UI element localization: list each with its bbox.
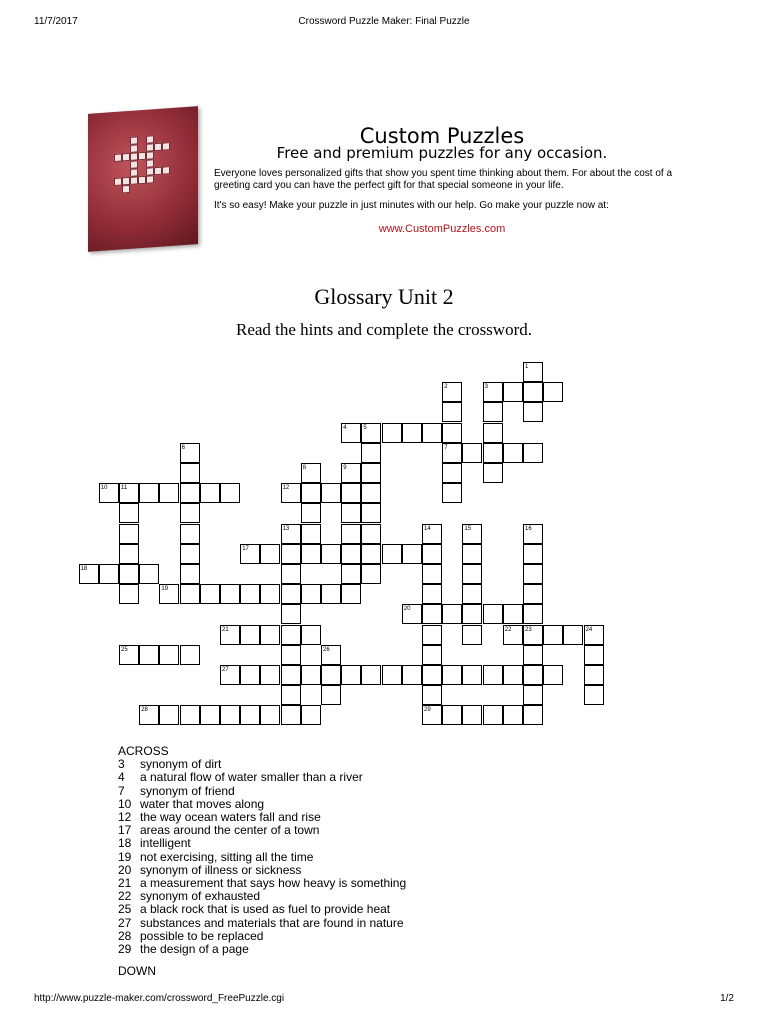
grid-cell[interactable]	[321, 544, 341, 564]
clue-text: intelligent	[140, 836, 191, 851]
grid-cell[interactable]	[563, 625, 583, 645]
grid-cell[interactable]	[361, 544, 381, 564]
grid-cell[interactable]	[139, 564, 159, 584]
clue-number: 18	[80, 566, 88, 572]
grid-cell[interactable]	[180, 524, 200, 544]
grid-cell[interactable]	[422, 685, 442, 705]
clue-number: 5	[363, 424, 367, 431]
grid-cell[interactable]	[462, 604, 482, 624]
grid-cell[interactable]	[402, 665, 422, 685]
clue-number: 13	[282, 525, 290, 532]
grid-cell[interactable]	[180, 705, 200, 725]
clue-number: 20	[118, 862, 132, 877]
grid-cell[interactable]	[483, 463, 503, 483]
grid-cell[interactable]	[281, 564, 301, 584]
grid-cell[interactable]	[382, 665, 402, 685]
grid-cell[interactable]	[382, 423, 402, 443]
clue-number: 20	[403, 606, 411, 613]
grid-cell[interactable]	[119, 524, 139, 544]
clue-number: 7	[118, 783, 125, 798]
clue-number: 26	[323, 646, 330, 653]
grid-cell[interactable]	[483, 604, 503, 624]
grid-cell[interactable]	[260, 705, 280, 725]
clue-number: 27	[118, 915, 132, 930]
grid-cell[interactable]	[180, 584, 200, 604]
clue-number: 1	[525, 364, 529, 370]
clue-number: 16	[525, 525, 532, 532]
grid-cell[interactable]	[139, 483, 159, 503]
grid-cell[interactable]	[523, 645, 543, 665]
grid-cell[interactable]	[483, 402, 503, 422]
clue-number: 15	[464, 525, 472, 532]
clue-text: not exercising, sitting all the time	[140, 849, 314, 864]
clue-number: 12	[282, 485, 290, 492]
clue-number: 28	[118, 928, 132, 943]
print-page-number: 1/2	[720, 993, 734, 1004]
grid-cell[interactable]	[301, 483, 321, 503]
grid-cell[interactable]	[159, 705, 179, 725]
clue-text: the design of a page	[140, 942, 249, 957]
grid-cell[interactable]	[361, 443, 381, 463]
grid-cell[interactable]	[301, 584, 321, 604]
grid-cell[interactable]	[200, 705, 220, 725]
grid-cell[interactable]	[281, 705, 301, 725]
grid-cell[interactable]	[503, 705, 523, 725]
grid-cell[interactable]	[301, 544, 321, 564]
clue-number: 4	[343, 424, 347, 431]
grid-cell[interactable]	[402, 544, 422, 564]
grid-cell[interactable]	[341, 524, 361, 544]
clue-number: 3	[118, 757, 125, 772]
grid-cell[interactable]	[341, 483, 361, 503]
grid-cell[interactable]	[341, 665, 361, 685]
banner-link[interactable]: www.CustomPuzzles.com	[378, 223, 506, 235]
grid-cell[interactable]	[523, 564, 543, 584]
grid-cell[interactable]	[361, 483, 381, 503]
grid-cell[interactable]	[180, 564, 200, 584]
grid-cell[interactable]	[483, 423, 503, 443]
grid-cell[interactable]	[462, 544, 482, 564]
grid-cell[interactable]	[483, 665, 503, 685]
grid-cell[interactable]	[523, 443, 543, 463]
clue-number: 29	[118, 942, 132, 957]
grid-cell[interactable]	[543, 382, 563, 402]
grid-cell[interactable]	[523, 685, 543, 705]
grid-cell[interactable]	[321, 483, 341, 503]
grid-cell[interactable]	[442, 463, 462, 483]
clue-number: 21	[222, 626, 229, 633]
grid-cell[interactable]	[422, 423, 442, 443]
clue-number: 25	[118, 902, 132, 917]
grid-cell[interactable]	[281, 645, 301, 665]
clue-text: substances and materials that are found in nature	[140, 915, 404, 930]
grid-cell[interactable]	[260, 544, 280, 564]
grid-cell[interactable]	[220, 483, 240, 503]
grid-cell[interactable]	[220, 584, 240, 604]
grid-cell[interactable]	[321, 584, 341, 604]
across-clues	[118, 758, 406, 956]
grid-cell[interactable]	[402, 423, 422, 443]
grid-cell[interactable]	[200, 483, 220, 503]
grid-cell[interactable]	[442, 483, 462, 503]
grid-cell[interactable]	[281, 625, 301, 645]
grid-cell[interactable]	[361, 503, 381, 523]
grid-cell[interactable]	[462, 705, 482, 725]
banner-title: Custom Puzzles	[359, 124, 525, 148]
down-heading: DOWN	[118, 964, 156, 979]
grid-cell[interactable]	[281, 685, 301, 705]
grid-cell[interactable]	[422, 564, 442, 584]
grid-cell[interactable]	[301, 665, 321, 685]
clue-text: a natural flow of water smaller than a river	[140, 770, 363, 785]
grid-cell[interactable]	[301, 705, 321, 725]
grid-cell[interactable]	[159, 483, 179, 503]
grid-cell[interactable]	[341, 544, 361, 564]
banner-call-to-action: It's so easy! Make your puzzle in just minutes with our help. Go make your puzzle now at:	[214, 200, 609, 211]
clue-text: synonym of dirt	[140, 757, 222, 772]
clue-number: 10	[100, 485, 108, 492]
grid-cell[interactable]	[240, 625, 260, 645]
clue-number: 2	[444, 384, 448, 391]
grid-cell[interactable]	[442, 402, 462, 422]
grid-cell[interactable]	[361, 524, 381, 544]
grid-cell[interactable]	[180, 645, 200, 665]
clue-number: 12	[118, 810, 132, 825]
clue-number: 18	[118, 836, 132, 851]
clue-text: synonym of illness or sickness	[140, 862, 302, 877]
clue-list	[118, 745, 406, 978]
clue-text: a measurement that says how heavy is something	[140, 876, 407, 891]
clue-number: 6	[181, 444, 185, 451]
grid-cell[interactable]	[361, 463, 381, 483]
grid-cell[interactable]	[483, 443, 503, 463]
print-date: 11/7/2017	[34, 16, 78, 27]
grid-cell[interactable]	[361, 564, 381, 584]
clue-number: 29	[424, 707, 431, 714]
grid-cell[interactable]	[523, 402, 543, 422]
grid-cell[interactable]	[260, 584, 280, 604]
across-heading: ACROSS	[118, 744, 169, 758]
grid-cell[interactable]	[139, 645, 159, 665]
print-url: http://www.puzzle-maker.com/crossword_FreePuzzle.cgi	[34, 993, 285, 1004]
grid-cell[interactable]	[442, 665, 462, 685]
grid-cell[interactable]	[422, 625, 442, 645]
grid-cell[interactable]	[180, 544, 200, 564]
clue-number: 17	[242, 545, 249, 552]
grid-cell[interactable]	[462, 625, 482, 645]
grid-cell[interactable]	[543, 665, 563, 685]
grid-cell[interactable]	[422, 645, 442, 665]
banner-subtitle: Free and premium puzzles for any occasion.	[276, 144, 608, 162]
clue-number: 17	[118, 823, 132, 838]
grid-cell[interactable]	[240, 665, 260, 685]
grid-cell[interactable]	[523, 604, 543, 624]
grid-cell[interactable]	[503, 443, 523, 463]
grid-cell[interactable]	[200, 584, 220, 604]
grid-cell[interactable]	[584, 685, 604, 705]
clue-text: synonym of exhausted	[140, 889, 261, 904]
grid-cell[interactable]	[220, 705, 240, 725]
grid-cell[interactable]	[260, 625, 280, 645]
grid-cell[interactable]	[281, 584, 301, 604]
grid-cell[interactable]	[260, 665, 280, 685]
grid-cell[interactable]	[341, 584, 361, 604]
clue-number: 4	[118, 770, 125, 785]
grid-cell[interactable]	[240, 705, 260, 725]
grid-cell[interactable]	[119, 503, 139, 523]
grid-cell[interactable]	[503, 665, 523, 685]
grid-cell[interactable]	[301, 503, 321, 523]
print-page-title: Crossword Puzzle Maker: Final Puzzle	[298, 16, 470, 27]
puzzle-instructions: Read the hints and complete the crossword.	[235, 320, 532, 339]
grid-cell[interactable]	[584, 645, 604, 665]
grid-cell[interactable]	[422, 584, 442, 604]
grid-cell[interactable]	[240, 584, 260, 604]
grid-cell[interactable]	[119, 584, 139, 604]
clue-number: 25	[121, 646, 128, 653]
grid-cell[interactable]	[442, 604, 462, 624]
grid-cell[interactable]	[483, 705, 503, 725]
grid-cell[interactable]	[462, 584, 482, 604]
grid-cell[interactable]	[523, 665, 543, 685]
clue-number: 10	[118, 796, 132, 811]
banner-description: Everyone loves personalized gifts that show you spent time thinking about them. For about the cost of a greeting card you can have the perfect gift for that special someone in your life.	[214, 168, 673, 191]
grid-cell[interactable]	[301, 524, 321, 544]
grid-cell[interactable]	[180, 463, 200, 483]
grid-cell[interactable]	[301, 625, 321, 645]
grid-cell[interactable]	[422, 665, 442, 685]
grid-cell[interactable]	[422, 604, 442, 624]
clue-number: 19	[118, 849, 132, 864]
grid-cell[interactable]	[523, 382, 543, 402]
grid-cell[interactable]	[503, 604, 523, 624]
across-clue	[118, 943, 406, 956]
grid-cell[interactable]	[422, 544, 442, 564]
grid-cell[interactable]	[523, 705, 543, 725]
clue-number: 24	[585, 626, 593, 633]
clue-number: 21	[118, 876, 132, 891]
clue-number: 28	[141, 707, 148, 714]
clue-number: 23	[525, 626, 532, 633]
grid-cell[interactable]	[341, 564, 361, 584]
clue-number: 3	[484, 384, 488, 391]
grid-cell[interactable]	[321, 685, 341, 705]
clue-number: 19	[161, 586, 169, 593]
clue-number: 27	[222, 667, 229, 673]
grid-cell[interactable]	[382, 544, 402, 564]
clue-number: 9	[343, 465, 347, 471]
grid-cell[interactable]	[119, 544, 139, 564]
grid-cell[interactable]	[119, 564, 139, 584]
grid-cell[interactable]	[462, 564, 482, 584]
clue-text: water that moves along	[140, 796, 265, 811]
grid-cell[interactable]	[361, 665, 381, 685]
grid-cell[interactable]	[99, 564, 119, 584]
grid-cell[interactable]	[442, 705, 462, 725]
puzzle-title: Glossary Unit 2	[314, 284, 454, 309]
clue-number: 14	[424, 525, 431, 532]
clue-number: 8	[302, 465, 307, 471]
clue-text: areas around the center of a town	[140, 823, 320, 838]
grid-cell[interactable]	[281, 604, 301, 624]
grid-cell[interactable]	[462, 665, 482, 685]
grid-cell[interactable]	[523, 584, 543, 604]
grid-cell[interactable]	[503, 382, 523, 402]
clue-number: 7	[444, 444, 448, 451]
grid-cell[interactable]	[321, 665, 341, 685]
clue-text: the way ocean waters fall and rise	[140, 810, 321, 825]
grid-cell[interactable]	[341, 503, 361, 523]
grid-cell[interactable]	[523, 544, 543, 564]
grid-cell[interactable]	[442, 423, 462, 443]
clue-text: possible to be replaced	[140, 928, 264, 943]
clue-text: synonym of friend	[140, 783, 235, 798]
grid-cell[interactable]	[180, 503, 200, 523]
clue-number: 11	[121, 485, 128, 492]
grid-cell[interactable]	[180, 483, 200, 503]
grid-cell[interactable]	[159, 645, 179, 665]
grid-cell[interactable]	[543, 625, 563, 645]
grid-cell[interactable]	[281, 665, 301, 685]
clue-text: a black rock that is used as fuel to provide heat	[140, 902, 391, 917]
grid-cell[interactable]	[281, 544, 301, 564]
grid-cell[interactable]	[462, 443, 482, 463]
clue-number: 22	[504, 626, 512, 633]
clue-number: 22	[118, 889, 132, 904]
grid-cell[interactable]	[584, 665, 604, 685]
